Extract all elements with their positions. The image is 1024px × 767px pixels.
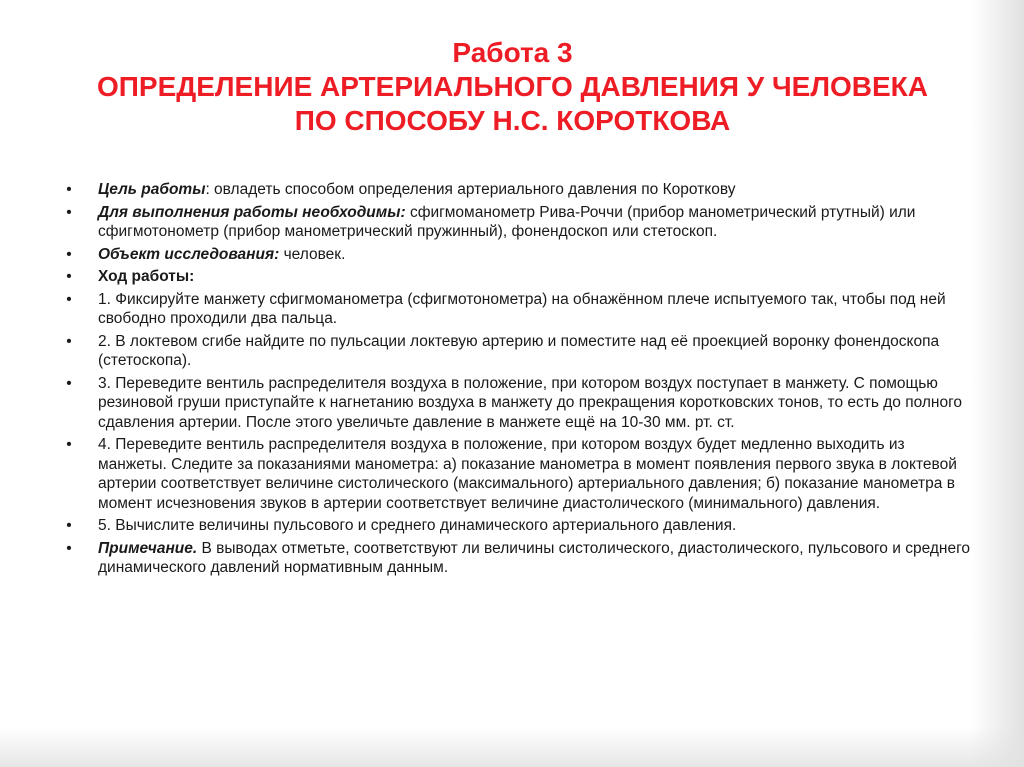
list-item-step-1 — [62, 290, 972, 329]
list-item-step-5 — [62, 516, 972, 536]
bullet-icon: • — [66, 517, 72, 534]
bullet-icon: • — [66, 268, 72, 285]
item-label: Объект исследования: — [98, 245, 280, 263]
slide-title — [60, 36, 965, 138]
bullet-icon: • — [66, 203, 72, 221]
item-label: Примечание. — [98, 539, 198, 557]
item-label: Цель работы — [98, 181, 206, 198]
item-text: сфигмоманометр Рива-Роччи (прибор манометрический ртутный) или сфигмотонометр (прибор манометрический пружинный), фонендоскоп или стетоскоп. — [98, 203, 916, 240]
list-item-goal — [62, 180, 972, 200]
item-text: : овладеть способом определения артериального давления по Короткову — [205, 181, 736, 198]
list-item-note — [62, 539, 972, 578]
list-item-equipment — [62, 203, 972, 242]
bullet-icon: • — [66, 436, 72, 453]
bullet-icon: • — [66, 332, 72, 350]
title-line-1: Работа 3 — [452, 37, 573, 68]
list-item-procedure-heading — [62, 267, 972, 287]
bullet-icon: • — [66, 290, 72, 308]
item-text: 2. В локтевом сгибе найдите по пульсации локтевую артерию и поместите над её проекцией воронку фонендоскопа (стетоскопа). — [98, 332, 940, 369]
bullet-icon: • — [66, 181, 72, 198]
item-label: Ход работы: — [98, 268, 195, 285]
item-text: 1. Фиксируйте манжету сфигмоманометра (сфигмотонометра) на обнажённом плече испытуемого так, чтобы под ней свободно проходили два пальца. — [98, 290, 946, 327]
item-text: В выводах отметьте, соответствуют ли величины систолического, диастолического, пульсового и среднего динамического давлений нормативным данным. — [98, 539, 971, 576]
bullet-icon: • — [66, 245, 72, 263]
slide-shadow-right — [970, 0, 1024, 767]
bullet-icon: • — [66, 539, 72, 557]
list-item-step-2 — [62, 332, 972, 371]
item-text: 5. Вычислите величины пульсового и среднего динамического артериального давления. — [98, 517, 737, 534]
bullet-list — [62, 180, 972, 581]
bullet-icon: • — [66, 374, 72, 392]
item-label: Для выполнения работы необходимы: — [98, 203, 406, 221]
slide-shadow-bottom — [0, 727, 1024, 767]
list-item-step-3 — [62, 374, 972, 433]
title-line-2: ОПРЕДЕЛЕНИЕ АРТЕРИАЛЬНОГО ДАВЛЕНИЯ У ЧЕЛОВЕКА — [97, 71, 928, 102]
title-line-3: ПО СПОСОБУ Н.С. КОРОТКОВА — [294, 105, 731, 136]
item-text: 4. Переведите вентиль распределителя воздуха в положение, при котором воздух будет медленно выходить из манжеты. Следите за показаниями манометра: а) показание манометра в момент появления первого звука в локтевой артерии соответствует величине систолического (максимального) артериального давления; б) показание манометра в момент исчезновения звуков в артерии соответствует величине диастолического (минимального) давления. — [98, 436, 957, 512]
item-text: 3. Переведите вентиль распределителя воздуха в положение, при котором воздух поступает в манжету. С помощью резиновой груши приступайте к нагнетанию воздуха в манжету до прекращения коротковских тонов, то есть до полного сдавления артерии. После этого увеличьте давление в манжете ещё на 10-30 мм. рт. ст. — [98, 374, 963, 431]
list-item-object — [62, 245, 972, 265]
item-text: человек. — [279, 245, 346, 263]
list-item-step-4 — [62, 435, 972, 513]
